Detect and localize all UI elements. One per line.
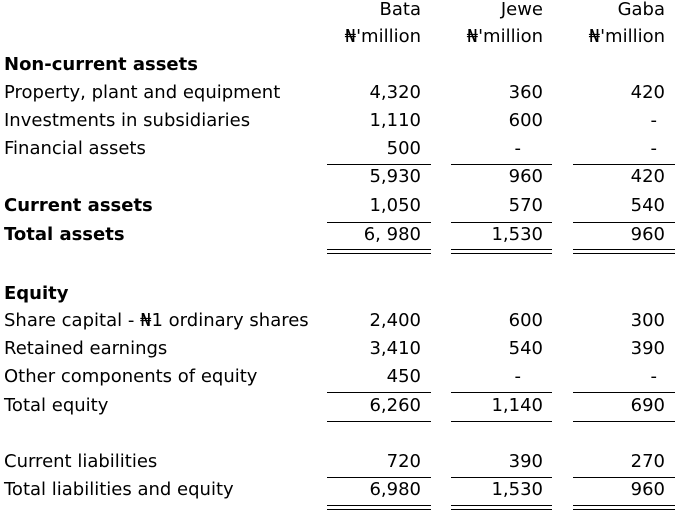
- nca-total-bata: 5,930: [369, 166, 421, 187]
- total-le-jewe: 1,530: [491, 479, 543, 500]
- nca-total-jewe: 960: [508, 166, 543, 187]
- total-equity-label: Total equity: [4, 395, 109, 416]
- header-gaba-unit: ₦'million: [588, 26, 665, 47]
- total-equity-under-rule-gaba: [573, 421, 675, 422]
- total-assets-double-rule-bata-1: [327, 249, 431, 250]
- subtotal-rule-gaba: [573, 164, 675, 165]
- total-le-rule-gaba: [573, 477, 675, 478]
- header-jewe-name: Jewe: [500, 0, 543, 20]
- other-equity-label: Other components of equity: [4, 366, 258, 387]
- share-capital-jewe: 600: [508, 310, 543, 331]
- total-le-bata: 6,980: [369, 479, 421, 500]
- total-assets-jewe: 1,530: [491, 224, 543, 245]
- total-le-double-rule-jewe-2: [451, 509, 552, 510]
- ppe-gaba: 420: [630, 82, 665, 103]
- current-liabilities-gaba: 270: [630, 451, 665, 472]
- nca-total-gaba: 420: [630, 166, 665, 187]
- total-le-double-rule-gaba-2: [573, 509, 675, 510]
- total-assets-double-rule-gaba-2: [573, 253, 675, 254]
- header-bata-name: Bata: [379, 0, 421, 20]
- retained-earnings-jewe: 540: [508, 338, 543, 359]
- header-gaba-name: Gaba: [617, 0, 665, 20]
- other-equity-jewe: -: [514, 366, 521, 387]
- inv-subs-label: Investments in subsidiaries: [4, 110, 251, 131]
- total-equity-bata: 6,260: [369, 395, 421, 416]
- retained-earnings-bata: 3,410: [369, 338, 421, 359]
- total-assets-double-rule-gaba-1: [573, 249, 675, 250]
- other-equity-gaba: -: [650, 366, 657, 387]
- total-equity-rule-bata: [327, 392, 431, 393]
- retained-earnings-label: Retained earnings: [4, 338, 168, 359]
- noncurrent-assets-heading: Non-current assets: [4, 54, 198, 75]
- equity-heading: Equity: [4, 283, 69, 304]
- total-assets-label: Total assets: [4, 224, 125, 245]
- share-capital-gaba: 300: [630, 310, 665, 331]
- total-assets-double-rule-bata-2: [327, 253, 431, 254]
- current-assets-jewe: 570: [508, 195, 543, 216]
- total-le-double-rule-gaba-1: [573, 505, 675, 506]
- share-capital-label: Share capital - ₦1 ordinary shares: [4, 310, 309, 331]
- inv-subs-gaba: -: [650, 110, 657, 131]
- total-assets-rule-bata: [327, 222, 431, 223]
- fin-assets-jewe: -: [514, 138, 521, 159]
- fin-assets-gaba: -: [650, 138, 657, 159]
- subtotal-rule-bata: [327, 164, 431, 165]
- other-equity-bata: 450: [386, 366, 421, 387]
- fin-assets-bata: 500: [386, 138, 421, 159]
- total-le-gaba: 960: [630, 479, 665, 500]
- total-equity-jewe: 1,140: [491, 395, 543, 416]
- ppe-label: Property, plant and equipment: [4, 82, 281, 103]
- current-assets-label: Current assets: [4, 195, 153, 216]
- total-assets-rule-gaba: [573, 222, 675, 223]
- fin-assets-label: Financial assets: [4, 138, 146, 159]
- total-le-double-rule-bata-1: [327, 505, 431, 506]
- ppe-jewe: 360: [508, 82, 543, 103]
- total-assets-bata: 6, 980: [363, 224, 421, 245]
- total-equity-rule-gaba: [573, 392, 675, 393]
- total-le-double-rule-bata-2: [327, 509, 431, 510]
- total-assets-double-rule-jewe-1: [451, 249, 552, 250]
- inv-subs-bata: 1,110: [369, 110, 421, 131]
- total-equity-rule-jewe: [451, 392, 552, 393]
- current-liabilities-label: Current liabilities: [4, 451, 158, 472]
- total-le-label: Total liabilities and equity: [4, 479, 234, 500]
- inv-subs-jewe: 600: [508, 110, 543, 131]
- ppe-bata: 4,320: [369, 82, 421, 103]
- total-assets-rule-jewe: [451, 222, 552, 223]
- total-assets-gaba: 960: [630, 224, 665, 245]
- subtotal-rule-jewe: [451, 164, 552, 165]
- total-le-rule-bata: [327, 477, 431, 478]
- current-liabilities-jewe: 390: [508, 451, 543, 472]
- header-bata-unit: ₦'million: [344, 26, 421, 47]
- total-assets-double-rule-jewe-2: [451, 253, 552, 254]
- current-liabilities-bata: 720: [386, 451, 421, 472]
- total-equity-gaba: 690: [630, 395, 665, 416]
- total-equity-under-rule-jewe: [451, 421, 552, 422]
- retained-earnings-gaba: 390: [630, 338, 665, 359]
- share-capital-bata: 2,400: [369, 310, 421, 331]
- total-le-rule-jewe: [451, 477, 552, 478]
- current-assets-bata: 1,050: [369, 195, 421, 216]
- header-jewe-unit: ₦'million: [466, 26, 543, 47]
- total-le-double-rule-jewe-1: [451, 505, 552, 506]
- current-assets-gaba: 540: [630, 195, 665, 216]
- total-equity-under-rule-bata: [327, 421, 431, 422]
